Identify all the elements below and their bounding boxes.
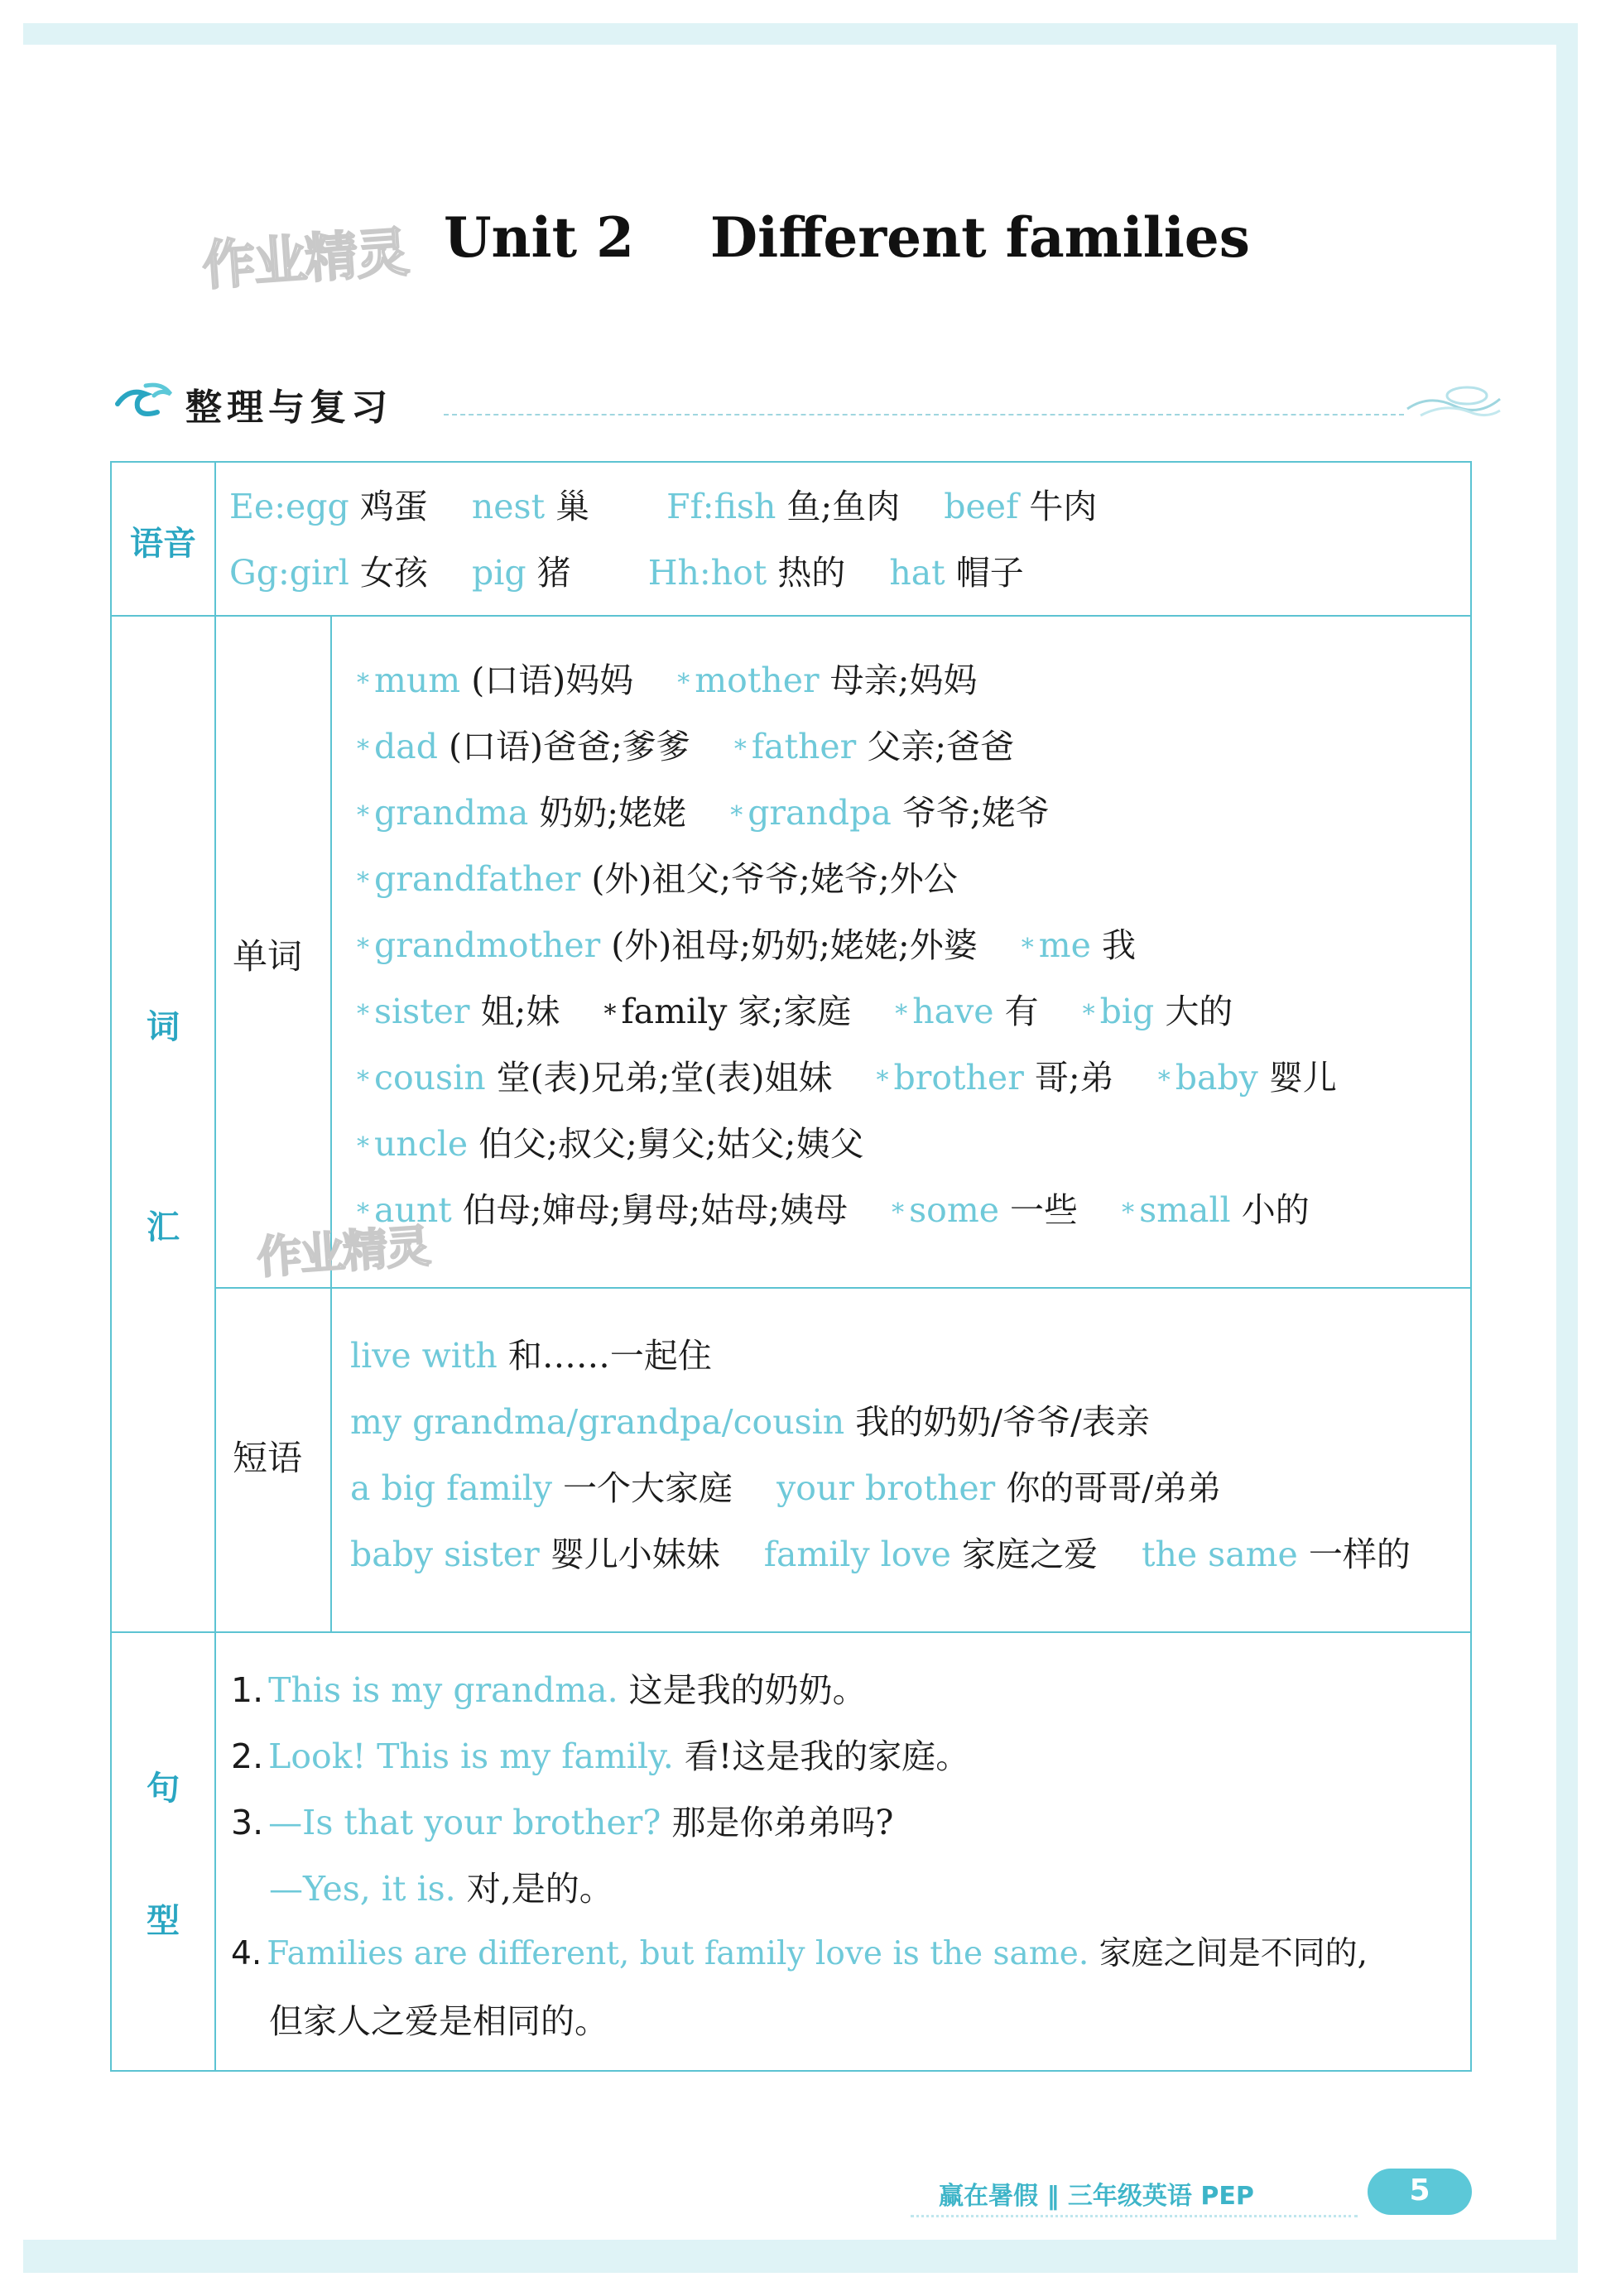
word-line: * mum (口语)妈妈 * mother 母亲;妈妈 [357, 660, 978, 700]
sentence-line: 3. —Is that your brother? 那是你弟弟吗? [231, 1803, 894, 1842]
column-divider [330, 615, 332, 1631]
phrase-line: live with 和……一起住 [350, 1336, 712, 1376]
footer-text: 赢在暑假 ‖ 三年级英语 PEP [939, 2182, 1254, 2211]
word-line: * grandmother (外)祖母;奶奶;姥姥;外婆 * me 我 [357, 925, 1136, 965]
page-title: Unit 2 Different families [444, 205, 1250, 270]
word-line: * aunt 伯母;婶母;舅母;姑母;姨母 * some 一些 * small 小的 [357, 1190, 1310, 1230]
section-title: 整理与复习 [185, 387, 392, 429]
category-vocab-1: 词 [147, 1008, 180, 1046]
sentence-line: —Yes, it is. 对,是的。 [269, 1869, 613, 1909]
phrase-line: my grandma/grandpa/cousin 我的奶奶/爷爷/表亲 [350, 1402, 1150, 1442]
sentence-line: 1. This is my grandma. 这是我的奶奶。 [231, 1670, 867, 1710]
category-vocab-2: 汇 [147, 1208, 180, 1246]
category-sentence-1: 句 [147, 1770, 180, 1808]
word-line: * grandma 奶奶;姥姥 * grandpa 爷爷;姥爷 [357, 793, 1050, 833]
category-phonics: 语音 [130, 525, 196, 563]
word-line: * cousin 堂(表)兄弟;堂(表)姐妹 * brother 哥;弟 * baby 婴儿 [357, 1058, 1337, 1098]
section-divider [444, 414, 1404, 415]
footer-divider [911, 2215, 1358, 2217]
watermark: 作业精灵 [255, 1219, 431, 1285]
watermark: 作业精灵 [200, 222, 410, 298]
section-header [113, 376, 1470, 429]
word-line: * uncle 伯父;叔父;舅父;姑父;姨父 [357, 1124, 864, 1164]
sentence-line: 但家人之爱是相同的。 [269, 2001, 608, 2041]
word-line: * sister 姐;妹 * family 家;家庭 * have 有 * big 大的 [357, 992, 1233, 1031]
category-sentence-2: 型 [147, 1902, 180, 1940]
page-edge-right [1556, 23, 1578, 2250]
wave-decoration-icon [1404, 377, 1503, 422]
row-divider [112, 615, 1470, 617]
words-label: 单词 [233, 936, 303, 977]
page-number-badge [1368, 2169, 1472, 2215]
phrases-label: 短语 [233, 1438, 303, 1478]
sentence-line: 2. Look! This is my family. 看!这是我的家庭。 [231, 1736, 970, 1776]
word-line: * grandfather (外)祖父;爷爷;姥爷;外公 [357, 859, 958, 899]
column-divider [214, 463, 216, 2070]
row-divider [112, 1631, 1470, 1633]
phrase-line: a big family 一个大家庭 your brother 你的哥哥/弟弟 [350, 1468, 1222, 1508]
page-edge-bottom [23, 2240, 1578, 2273]
row-divider [214, 1287, 1470, 1289]
word-line: * dad (口语)爸爸;爹爹 * father 父亲;爸爸 [357, 727, 1015, 766]
phonics-line: Ee:egg 鸡蛋 nest 巢 Ff:fish 鱼;鱼肉 beef 牛肉 [229, 487, 1098, 526]
sentence-line: 4. Families are different, but family love is the same. 家庭之间是不同的, [231, 1935, 1368, 1972]
phrase-line: baby sister 婴儿小妹妹 family love 家庭之爱 the same 一样的 [350, 1535, 1411, 1574]
page-number: 5 [1409, 2174, 1430, 2207]
phonics-line: Gg:girl 女孩 pig 猪 Hh:hot 热的 hat 帽子 [229, 553, 1024, 593]
page-edge-top [23, 23, 1578, 45]
swirl-icon [113, 379, 175, 425]
